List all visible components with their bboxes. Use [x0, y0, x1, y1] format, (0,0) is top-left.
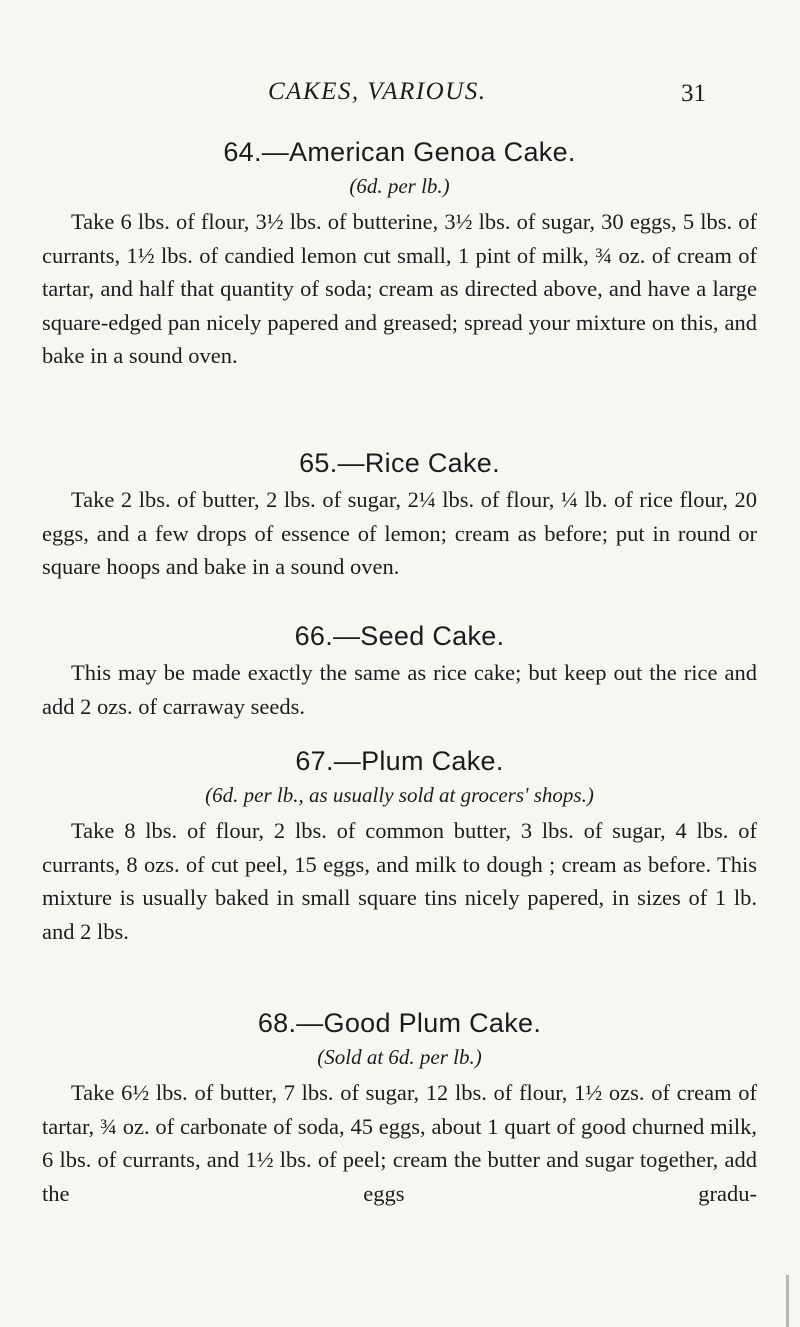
- recipe-price: (Sold at 6d. per lb.): [317, 1045, 482, 1069]
- page-edge-shadow: [786, 1275, 789, 1327]
- recipe-text: Take 8 lbs. of flour, 2 lbs. of common butter, 3 lbs. of sugar, 4 lbs. of currants, 8 ozs. of cut peel, 15 eggs, and milk to dough ; cream as before. This mixture is usually baked in small square tins nicely papered, in sizes of 1 lb. and 2 lbs.: [42, 818, 757, 944]
- recipe-66: [42, 618, 757, 723]
- recipe-title: 64.—American Genoa Cake.: [223, 137, 576, 167]
- recipe-title: 65.—Rice Cake.: [299, 448, 500, 478]
- running-title: CAKES, VARIOUS.: [268, 78, 487, 105]
- page-number: 31: [681, 80, 706, 107]
- recipe-title: 67.—Plum Cake.: [295, 746, 504, 776]
- running-head: [0, 78, 800, 108]
- recipe-price: (6d. per lb., as usually sold at grocers' shops.): [205, 783, 594, 807]
- recipe-67: [42, 743, 757, 948]
- recipe-title: 66.—Seed Cake.: [294, 621, 505, 651]
- recipe-title: 68.—Good Plum Cake.: [257, 1008, 542, 1038]
- recipe-65: [42, 445, 757, 584]
- recipe-text: Take 2 lbs. of butter, 2 lbs. of sugar, 2¼ lbs. of flour, ¼ lb. of rice flour, 20 eggs, and a few drops of essence of lemon; cream as before; put in round or square hoops and bake in a sound oven.: [42, 487, 757, 579]
- recipe-text: Take 6 lbs. of flour, 3½ lbs. of butterine, 3½ lbs. of sugar, 30 eggs, 5 lbs. of currants, 1½ lbs. of candied lemon cut small, 1 pint of milk, ¾ oz. of cream of tartar, and half that quantity of soda; cream as directed above, and have a large square-edged pan nicely papered and greased; spread your mixture on this, and bake in a sound oven.: [42, 209, 757, 368]
- recipe-68: [42, 1005, 757, 1210]
- recipe-text: This may be made exactly the same as rice cake; but keep out the rice and add 2 ozs. of carraway seeds.: [42, 660, 757, 719]
- recipe-price: (6d. per lb.): [349, 174, 450, 198]
- recipe-64: [42, 134, 757, 373]
- recipe-text: Take 6½ lbs. of butter, 7 lbs. of sugar, 12 lbs. of flour, 1½ ozs. of cream of tartar, ¾ oz. of carbonate of soda, 45 eggs, about 1 quart of good churned milk, 6 lbs. of currants, and 1½ lbs. of peel; cream the butter and sugar together, add the eggs gradu-: [42, 1080, 757, 1206]
